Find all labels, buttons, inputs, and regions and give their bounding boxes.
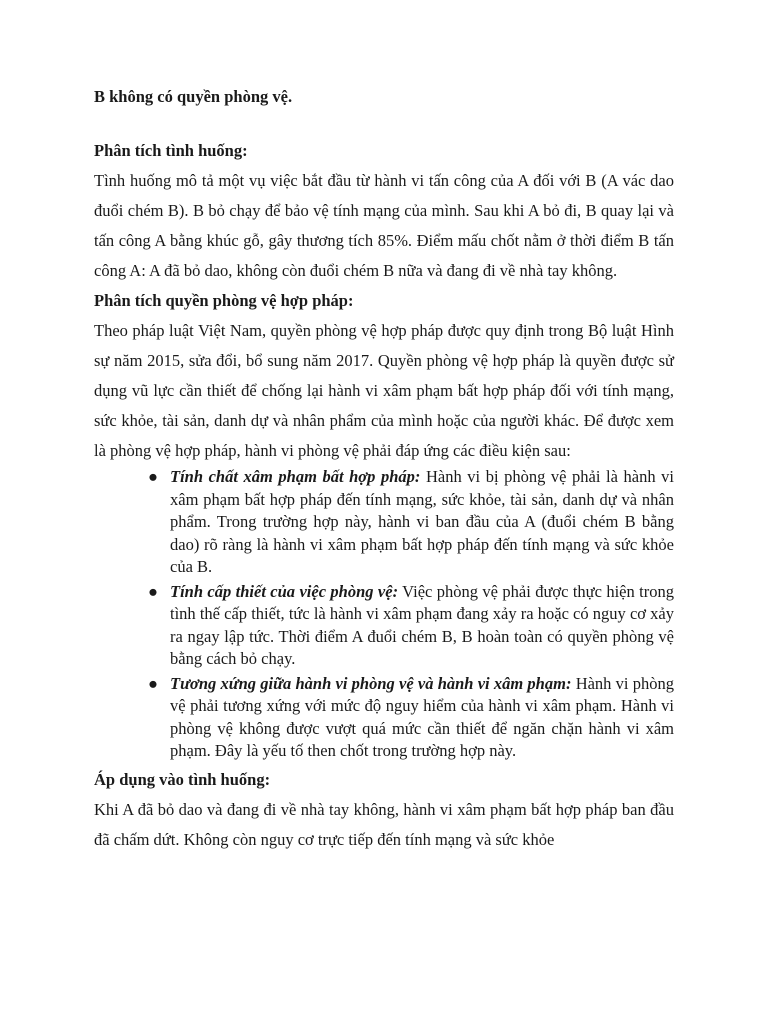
bullet-icon: ● (148, 581, 158, 601)
bullet-icon: ● (148, 467, 158, 486)
law-heading: Phân tích quyền phòng vệ hợp pháp: (94, 291, 354, 310)
condition-text: Việc phòng vệ phải được thực hiện trong tình thế cấp thiết, tức là hành vi xâm phạm đang xảy ra hoặc có nguy cơ xảy ra ngay lập tức. Thời điểm A đuổi chém B, B hoàn toàn có quyền phòng vệ bằng cách bỏ chạy. (170, 581, 674, 668)
application-paragraph: Khi A đã bỏ dao và đang đi về nhà tay không, hành vi xâm phạm bất hợp pháp ban đầu đã chấm dứt. Không còn nguy cơ trực tiếp đến tính mạng và sức khỏe (94, 799, 674, 849)
condition-text: Hành vi phòng vệ phải tương xứng với mức độ nguy hiểm của hành vi xâm phạm. Hành vi phòng vệ không được vượt quá mức cần thiết để ngăn chặn hành vi xâm phạm. Đây là yếu tố then chốt trong trường hợp này. (170, 673, 674, 760)
situation-paragraph: Tình huống mô tả một vụ việc bắt đầu từ hành vi tấn công của A đối với B (A vác dao đuổi chém B). B bỏ chạy để bảo vệ tính mạng của mình. Sau khi A bỏ đi, B quay lại và tấn công A bằng khúc gỗ, gây thương tích 85%. Điểm mấu chốt nằm ở thời điểm B tấn công A: A đã bỏ dao, không còn đuổi chém B nữa và đang đi về nhà tay không. (94, 171, 674, 280)
condition-item (148, 673, 674, 763)
condition-item (148, 581, 674, 671)
situation-heading: Phân tích tình huống: (94, 141, 248, 160)
condition-item (148, 466, 674, 579)
bullet-icon: ● (148, 673, 158, 693)
condition-term: Tính cấp thiết của việc phòng vệ: (170, 581, 399, 601)
conditions-list (94, 466, 674, 763)
condition-term: Tương xứng giữa hành vi phòng vệ và hành vi xâm phạm: (170, 673, 572, 693)
law-paragraph: Theo pháp luật Việt Nam, quyền phòng vệ hợp pháp được quy định trong Bộ luật Hình sự năm 2015, sửa đổi, bổ sung năm 2017. Quyền phòng vệ hợp pháp là quyền được sử dụng vũ lực cần thiết để chống lại hành vi xâm phạm bất hợp pháp đối với tính mạng, sức khỏe, tài sản, danh dự và nhân phẩm của mình hoặc của người khác. Để được xem là phòng vệ hợp pháp, hành vi phòng vệ phải đáp ứng các điều kiện sau: (94, 321, 674, 460)
condition-text: Hành vi bị phòng vệ phải là hành vi xâm phạm bất hợp pháp đến tính mạng, sức khỏe, tài sản, danh dự và nhân phẩm. Trong trường hợp này, hành vi ban đầu của A (đuổi chém B bằng dao) rõ ràng là hành vi xâm phạm bất hợp pháp đến tính mạng và sức khỏe của B. (170, 467, 674, 576)
answer-statement: B không có quyền phòng vệ. (94, 87, 293, 106)
condition-term: Tính chất xâm phạm bất hợp pháp: (170, 467, 421, 486)
application-heading: Áp dụng vào tình huống: (94, 769, 271, 789)
